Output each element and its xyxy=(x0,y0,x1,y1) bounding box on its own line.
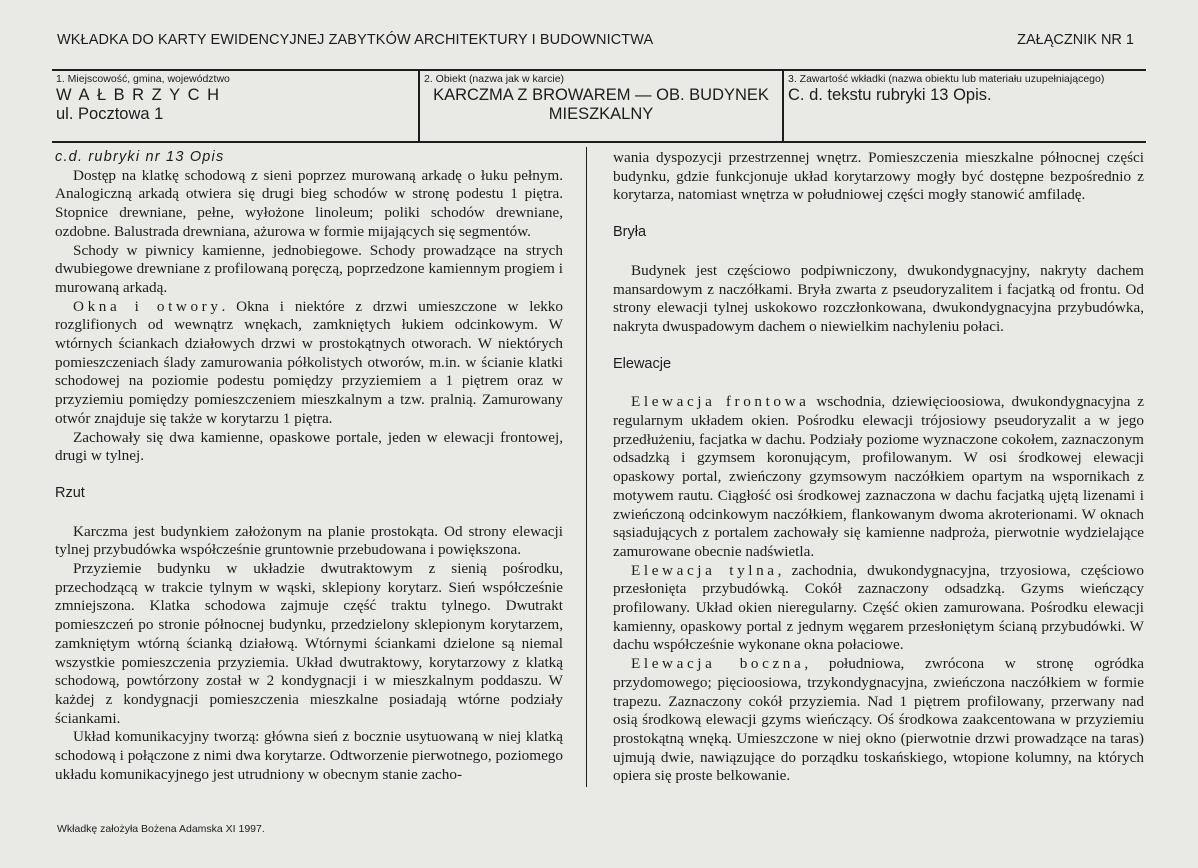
column-divider xyxy=(586,147,587,787)
rear-elevation-lead: Elewacja tylna xyxy=(631,561,778,579)
content-label: 3. Zawartość wkładki (nazwa obiektu lub materiału uzupełniającego) xyxy=(788,73,1105,85)
content-field xyxy=(782,71,1146,141)
form-title: WKŁADKA DO KARTY EWIDENCYJNEJ ZABYTKÓW ARCHITEKTURY I BUDOWNICTWA xyxy=(57,32,654,48)
openings-lead: Okna i otwory xyxy=(73,297,222,315)
paragraph-front-elevation xyxy=(613,393,1144,561)
openings-text: . Okna i niektóre z drzwi umieszczone w lekko rozglifionych od wewnątrz wnękach, zamkniętych łukiem odcinkowym. W wtórnych ściankach działowych drzwi w prostokątnych otworach. W niektórych pomieszczeniach ślady zamurowania półkolistych otworów, m.in. w ścianie klatki schodowej na poziomie podestu pomiędzy przyziemiem a 1 piętrem oraz w przyziemiu pomiędzy pomieszczeniem mieszkalnym a tzw. pralnią. Zamurowany otwór znajduje się także w korytarzu 1 piętra. xyxy=(55,297,563,427)
rear-elevation-text: , zachodnia, dwukondygnacyjna, trzyosiowa, częściowo przesłonięta przybudówką. Cokół zaznaczony odsadzką. Gzyms wieńczący profilowany. Układ okien nieregularny. Część okien zamurowana. Pośrodku elewacji kamienny, opaskowy portal z jednym węgarem przesłoniętym ścianą przybudówki. W dachu współcześnie wykonane okna połaciowe. xyxy=(613,561,1144,654)
paragraph-massing: Budynek jest częściowo podpiwniczony, dwukondygnacyjny, nakryty dachem mansardowym z naczółkami. Bryła zwarta z pseudoryzalitem i facjatką od frontu. Od strony elewacji tylnej uskokowo rozczłonkowana, dwukondygnacyjna przybudówka, nakryta dwuspadowym dachem o niewielkim nachyleniu połaci. xyxy=(613,261,1144,335)
header-fields-table xyxy=(52,69,1146,143)
paragraph-openings xyxy=(55,298,563,429)
object-field xyxy=(418,71,782,141)
left-column xyxy=(55,148,563,785)
paragraph-rear-elevation xyxy=(613,562,1144,656)
paragraph-communication: Układ komunikacyjny tworzą: główna sień z bocznie usytuowaną w niej klatką schodową i połączone z nimi dwa korytarze. Odtworzenie pierwotnego, poziomego układu komunikacyjnego jest utrudniony w obecnym stanie zacho- xyxy=(55,728,563,783)
right-column xyxy=(613,149,1144,786)
side-elevation-text: , południowa, zwrócona w stronę ogródka przydomowego; pięcioosiowa, trzykondygnacyjna, zwieńczona naczółkiem w formie trapezu. Zaznaczony cokół przyziemia. Nad 1 piętrem profilowany, przerwany nad osią środkową elewacji gzyms wieńczący. Oś środkowa zaakcentowana w przyziemiu prostokątną wnęką. Umieszczone w niej okno (pierwotnie drzwi prowadzące na taras) ujmują dwie, nawiązujące do porządku toskańskiego, wtopione kolumny, na których opiera się proste belkowanie. xyxy=(613,655,1145,785)
paragraph-stairs-basement: Schody w piwnicy kamienne, jednobiegowe. Schody prowadzące na strych dwubiegowe drewniane z profilowaną poręczą, poprzedzone kamiennym progiem i murowaną arkadą. xyxy=(55,241,563,296)
object-label: 2. Obiekt (nazwa jak w karcie) xyxy=(424,73,565,85)
front-elevation-text: wschodnia, dziewięcioosiowa, dwukondygnacyjna z regularnym układem okien. Pośrodku elewacji trójosiowy pseudoryzalit a w jego przedłużeniu, facjatka w dachu. Podziały poziome wyznaczone cokołem, zaznaczonym odsadzką i gzymsem koronującym, profilowanym. W osi środkowej elewacji opaskowy portal, zwieńczony gzymsowym naczółkiem opartym na wspornikach z motywem rautu. Ciągłość osi środkowej zaznaczona w dachu facjatką ujętą lizenami i zwieńczoną odcinkowym naczółkiem, flankowanym dwoma akroterionami. W oknach sąsiadujących z portalem zachowały się kamienne nadproża, pierwotnie wydzielające zamurowane obecnie nadświetla. xyxy=(613,393,1144,560)
paragraph-plan: Karczma jest budynkiem założonym na planie prostokąta. Od strony elewacji tylnej przybudówka współcześnie gruntownie przebudowana i powiększona. xyxy=(55,522,563,559)
city-value: WAŁBRZYCH xyxy=(56,86,227,104)
paragraph-portals: Zachowały się dwa kamienne, opaskowe portale, jeden w elewacji frontowej, drugi w tylnej. xyxy=(55,428,563,465)
street-value: ul. Pocztowa 1 xyxy=(56,105,164,123)
location-label: 1. Miejscowość, gmina, województwo xyxy=(56,73,230,85)
location-field xyxy=(52,71,418,141)
continuation-heading: c.d. rubryki nr 13 Opis xyxy=(55,149,225,165)
section-heading-elewacje: Elewacje xyxy=(613,355,672,372)
front-elevation-lead: Elewacja frontowa xyxy=(631,393,810,411)
content-value: C. d. tekstu rubryki 13 Opis. xyxy=(788,86,992,104)
paragraph-stairs: Dostęp na klatkę schodową z sieni poprzez murowaną arkadę o łuku pełnym. Analogiczną arkadą otwiera się drugi bieg schodów w stronę podestu 1 piętra. Stopnice drewniane, pełne, wyłożone linoleum; poliki schodów drewniane, ozdobne. Balustrada drewniana, ażurowa w formie mijających się segmentów. xyxy=(55,166,563,240)
side-elevation-lead: Elewacja boczna xyxy=(631,655,805,673)
section-heading-rzut: Rzut xyxy=(55,484,85,501)
author-footer: Wkładkę założyła Bożena Adamska XI 1997. xyxy=(57,823,265,835)
attachment-number: ZAŁĄCZNIK NR 1 xyxy=(1017,32,1134,48)
object-name-line2: MIESZKALNY xyxy=(548,105,654,123)
section-heading-bryla: Bryła xyxy=(613,224,647,241)
paragraph-side-elevation xyxy=(613,655,1144,786)
paragraph-continuation: wania dyspozycji przestrzennej wnętrz. Pomieszczenia mieszkalne północnej części budynku, gdzie funkcjonuje układ korytarzowy mogły być dostępne bezpośrednio z korytarza, natomiast wnętrza w południowej części mogły stanowić amfiladę. xyxy=(613,149,1144,204)
object-name-line1: KARCZMA Z BROWAREM — OB. BUDYNEK xyxy=(433,86,769,104)
paragraph-ground-floor: Przyziemie budynku w układzie dwutraktowym z sienią pośrodku, przechodzącą w trakcie tylnym w wąski, sklepiony korytarz. Sień współcześnie zmniejszona. Klatka schodowa zajmuje część traktu tylnego. Dwutrakt pomieszczeń po stronie północnej budynku, przedzielony sklepionym korytarzem, zamkniętym wtórną ścianką działową. Wtórnymi ściankami dzielone są niemal wszystkie pomieszczenia przyziemia. Układ dwutraktowy, korytarzowy z klatką schodową, powtórzony został w 2 kondygnacji i w mieszkalnym poddaszu. W każdej z kondygnacji pomieszczenia mieszkalne posiadają wtórne podziały ściankami. xyxy=(55,560,563,727)
